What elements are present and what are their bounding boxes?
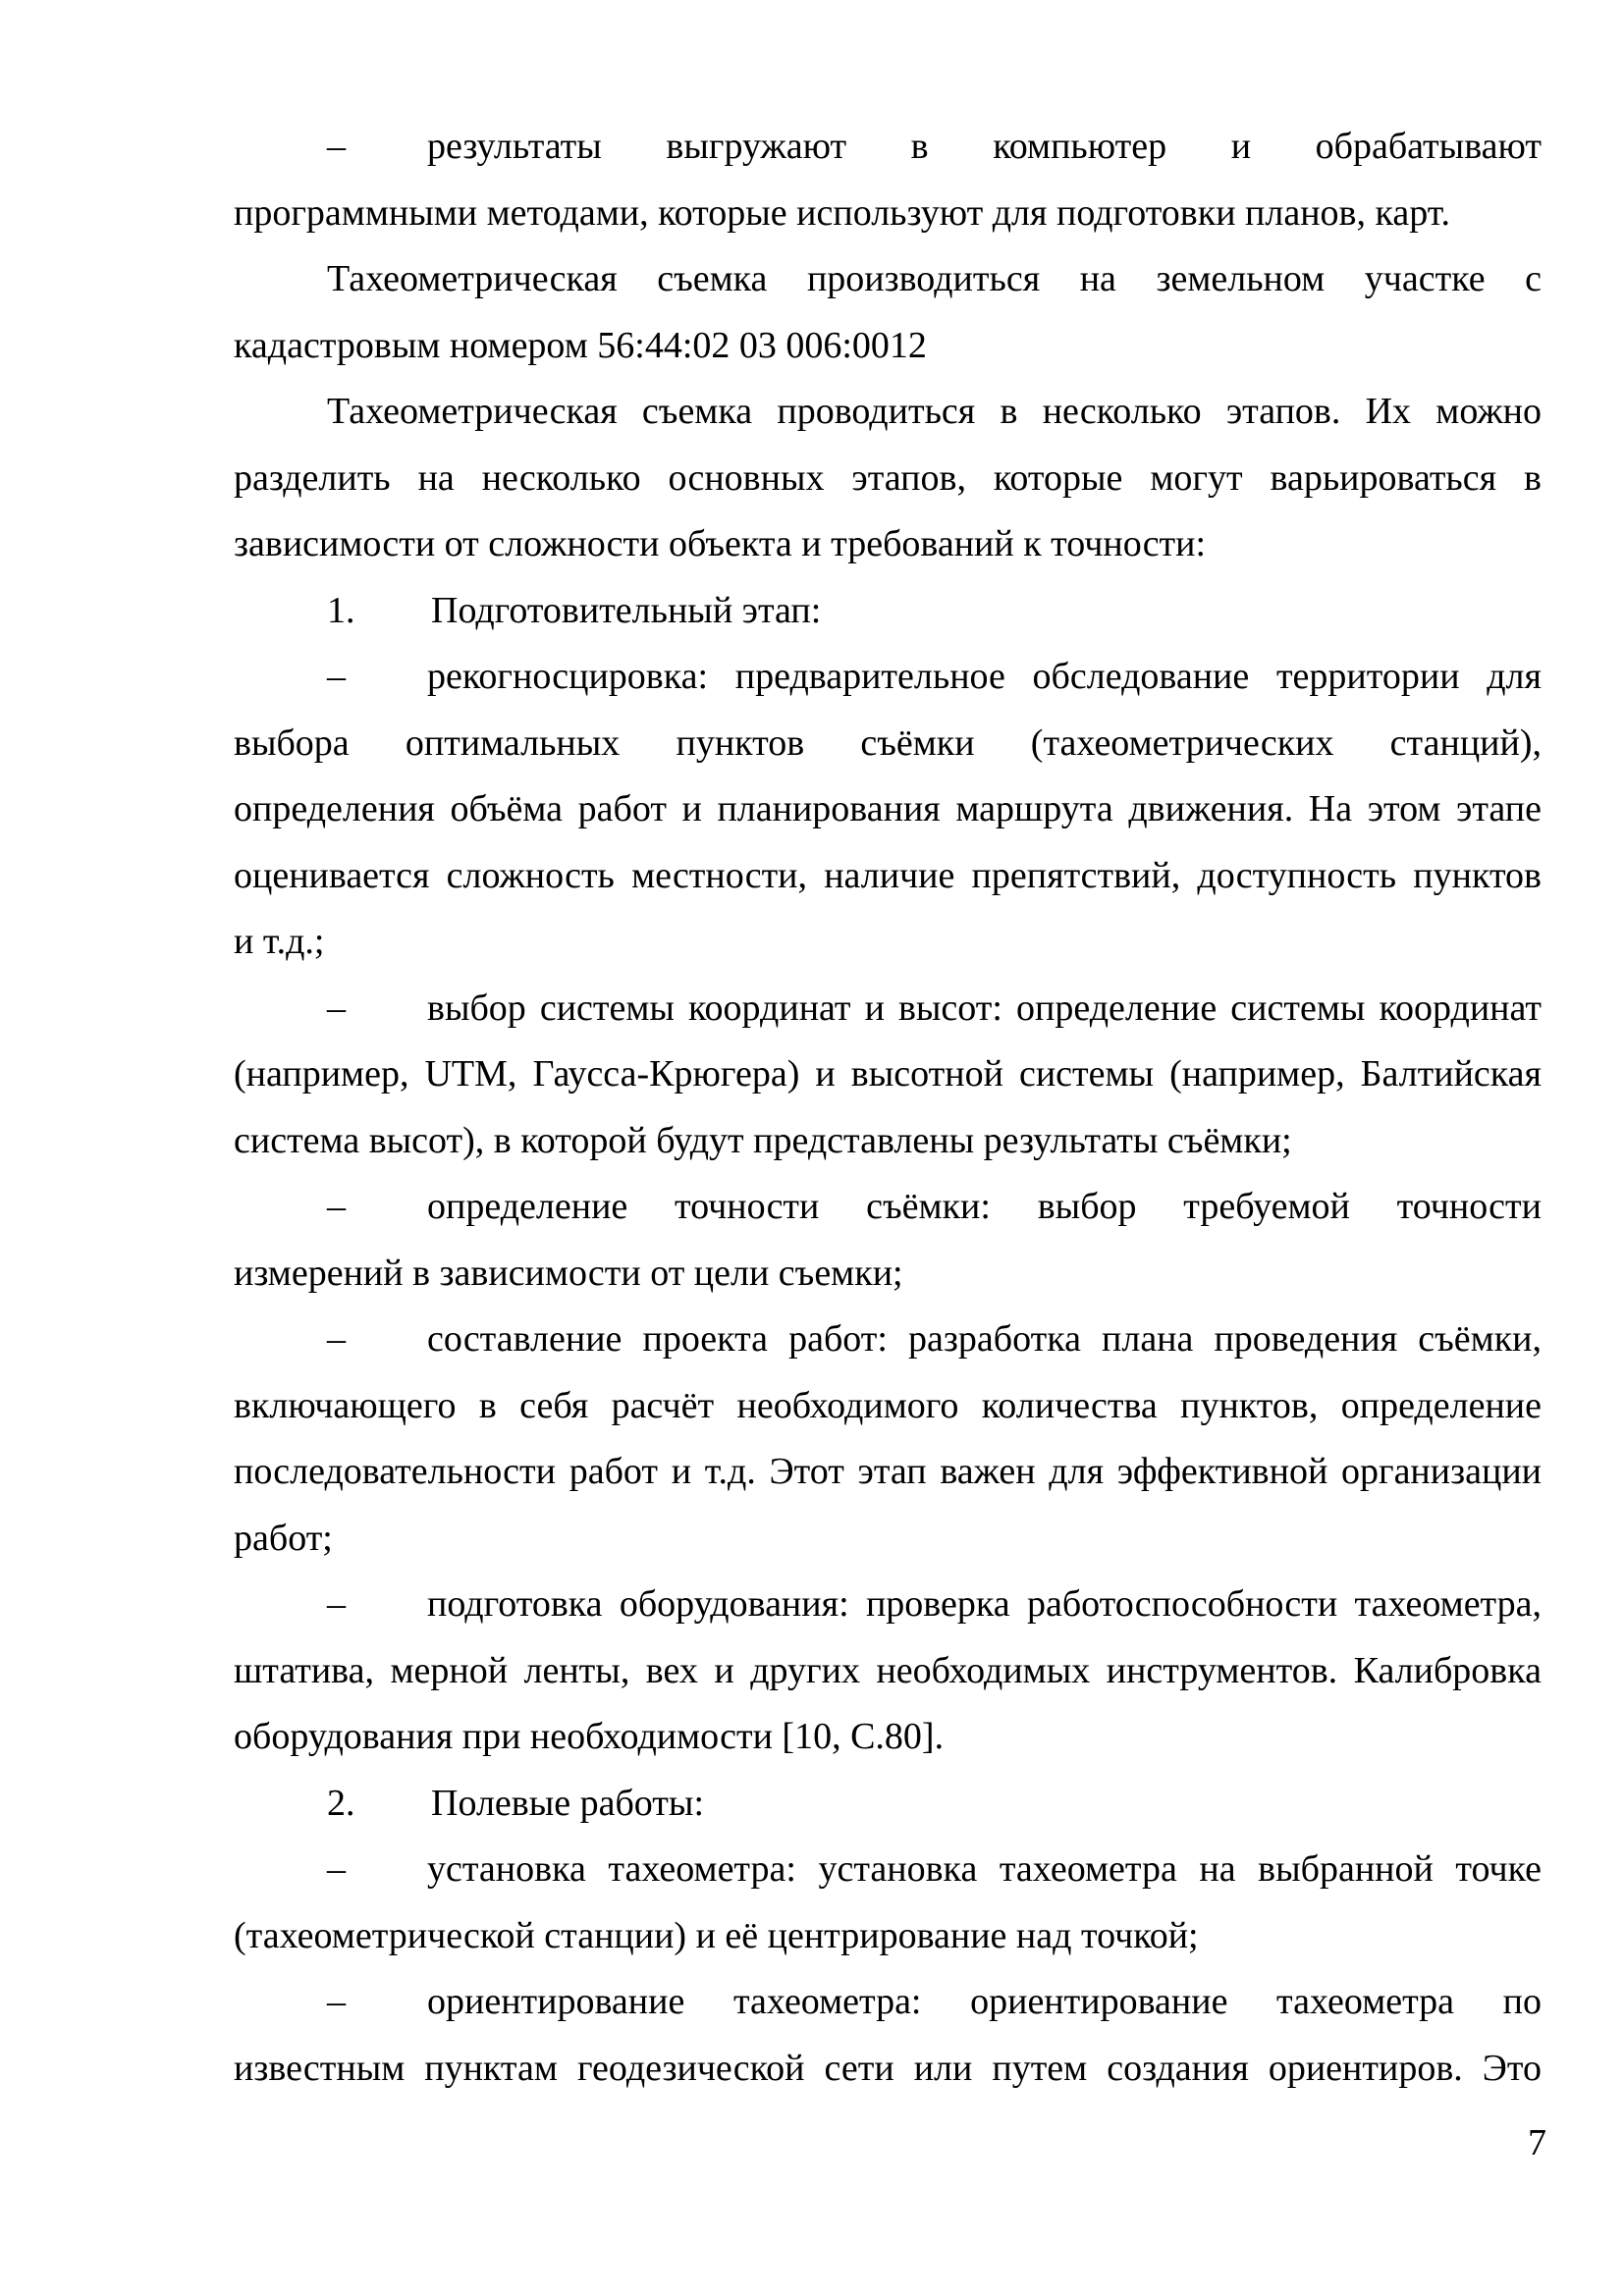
line-text: измерений в зависимости от цели съемки; bbox=[234, 1252, 903, 1294]
text-line bbox=[234, 313, 1542, 380]
line-text: известным пунктам геодезической сети или путем создания ориентиров. Это bbox=[234, 2047, 1542, 2089]
line-text: система высот), в которой будут представлены результаты съёмки; bbox=[234, 1119, 1292, 1161]
text-line bbox=[234, 1307, 1542, 1373]
text-line bbox=[234, 379, 1542, 446]
text-line bbox=[234, 1771, 1542, 1838]
text-line bbox=[234, 1241, 1542, 1308]
line-text: программными методами, которые используют для подготовки планов, карт. bbox=[234, 191, 1450, 234]
list-dash-marker: – bbox=[327, 1981, 346, 2022]
list-dash-marker: – bbox=[327, 1186, 346, 1227]
text-line bbox=[234, 1174, 1542, 1241]
line-text: Подготовительный этап: bbox=[431, 589, 822, 631]
text-line bbox=[234, 1572, 1542, 1638]
text-line bbox=[234, 114, 1542, 181]
line-text: штатива, мерной ленты, вех и других необходимых инструментов. Калибровка bbox=[234, 1649, 1542, 1691]
line-text: определения объёма работ и планирования маршрута движения. На этом этапе bbox=[234, 788, 1542, 829]
list-number-marker: 1. bbox=[327, 589, 355, 631]
line-text: и т.д.; bbox=[234, 921, 325, 962]
text-line bbox=[234, 1903, 1542, 1970]
line-text: установка тахеометра: установка тахеометра на выбранной точке bbox=[427, 1848, 1542, 1890]
text-line bbox=[234, 776, 1542, 843]
line-text: оценивается сложность местности, наличие препятствий, доступность пунктов bbox=[234, 854, 1542, 896]
line-text: работ; bbox=[234, 1517, 333, 1559]
text-line bbox=[234, 2036, 1542, 2103]
line-text: оборудования при необходимости [10, С.80]. bbox=[234, 1716, 945, 1757]
text-line bbox=[234, 843, 1542, 910]
list-dash-marker: – bbox=[327, 656, 346, 697]
text-line bbox=[234, 246, 1542, 313]
line-text: последовательности работ и т.д. Этот этап важен для эффективной организации bbox=[234, 1451, 1542, 1492]
text-line bbox=[234, 181, 1542, 247]
text-line bbox=[234, 644, 1542, 711]
line-text: Полевые работы: bbox=[431, 1782, 705, 1824]
text-line bbox=[234, 578, 1542, 645]
line-text: (тахеометрической станции) и её центрирование над точкой; bbox=[234, 1914, 1199, 1956]
line-text: ориентирование тахеометра: ориентирование тахеометра по bbox=[427, 1981, 1542, 2022]
line-text: (например, UTM, Гаусса-Крюгера) и высотной системы (например, Балтийская bbox=[234, 1053, 1542, 1095]
text-line bbox=[234, 1506, 1542, 1573]
line-text: кадастровым номером 56:44:02 03 006:0012 bbox=[234, 324, 927, 366]
list-dash-marker: – bbox=[327, 1848, 346, 1890]
line-text: Тахеометрическая съемка проводиться в несколько этапов. Их можно bbox=[327, 391, 1542, 432]
text-line bbox=[234, 446, 1542, 512]
text-line bbox=[234, 976, 1542, 1042]
text-line bbox=[234, 1704, 1542, 1771]
line-text: определение точности съёмки: выбор требуемой точности bbox=[427, 1186, 1542, 1227]
document-text bbox=[234, 114, 1542, 2102]
line-text: зависимости от сложности объекта и требований к точности: bbox=[234, 523, 1207, 564]
text-line bbox=[234, 1638, 1542, 1705]
list-dash-marker: – bbox=[327, 1318, 346, 1360]
text-line bbox=[234, 1373, 1542, 1440]
list-number-marker: 2. bbox=[327, 1782, 355, 1824]
line-text: разделить на несколько основных этапов, которые могут варьироваться в bbox=[234, 456, 1542, 499]
text-line bbox=[234, 1041, 1542, 1108]
line-text: Тахеометрическая съемка производиться на земельном участке с bbox=[327, 258, 1542, 299]
text-line bbox=[234, 1969, 1542, 2036]
list-dash-marker: – bbox=[327, 1583, 346, 1625]
line-text: выбора оптимальных пунктов съёмки (тахеометрических станций), bbox=[234, 721, 1542, 764]
line-text: включающего в себя расчёт необходимого количества пунктов, определение bbox=[234, 1384, 1542, 1426]
text-line bbox=[234, 1439, 1542, 1506]
line-text: выбор системы координат и высот: определение системы координат bbox=[427, 987, 1542, 1029]
line-text: рекогносцировка: предварительное обследование территории для bbox=[427, 656, 1542, 697]
text-line bbox=[234, 1837, 1542, 1903]
list-dash-marker: – bbox=[327, 126, 346, 167]
text-line bbox=[234, 909, 1542, 976]
line-text: подготовка оборудования: проверка работоспособности тахеометра, bbox=[427, 1583, 1542, 1625]
text-line bbox=[234, 1108, 1542, 1175]
list-dash-marker: – bbox=[327, 987, 346, 1029]
line-text: составление проекта работ: разработка плана проведения съёмки, bbox=[427, 1318, 1542, 1360]
text-line bbox=[234, 711, 1542, 777]
line-text: результаты выгружают в компьютер и обрабатывают bbox=[427, 126, 1542, 167]
text-line bbox=[234, 511, 1542, 578]
page-number: 7 bbox=[1528, 2122, 1546, 2163]
